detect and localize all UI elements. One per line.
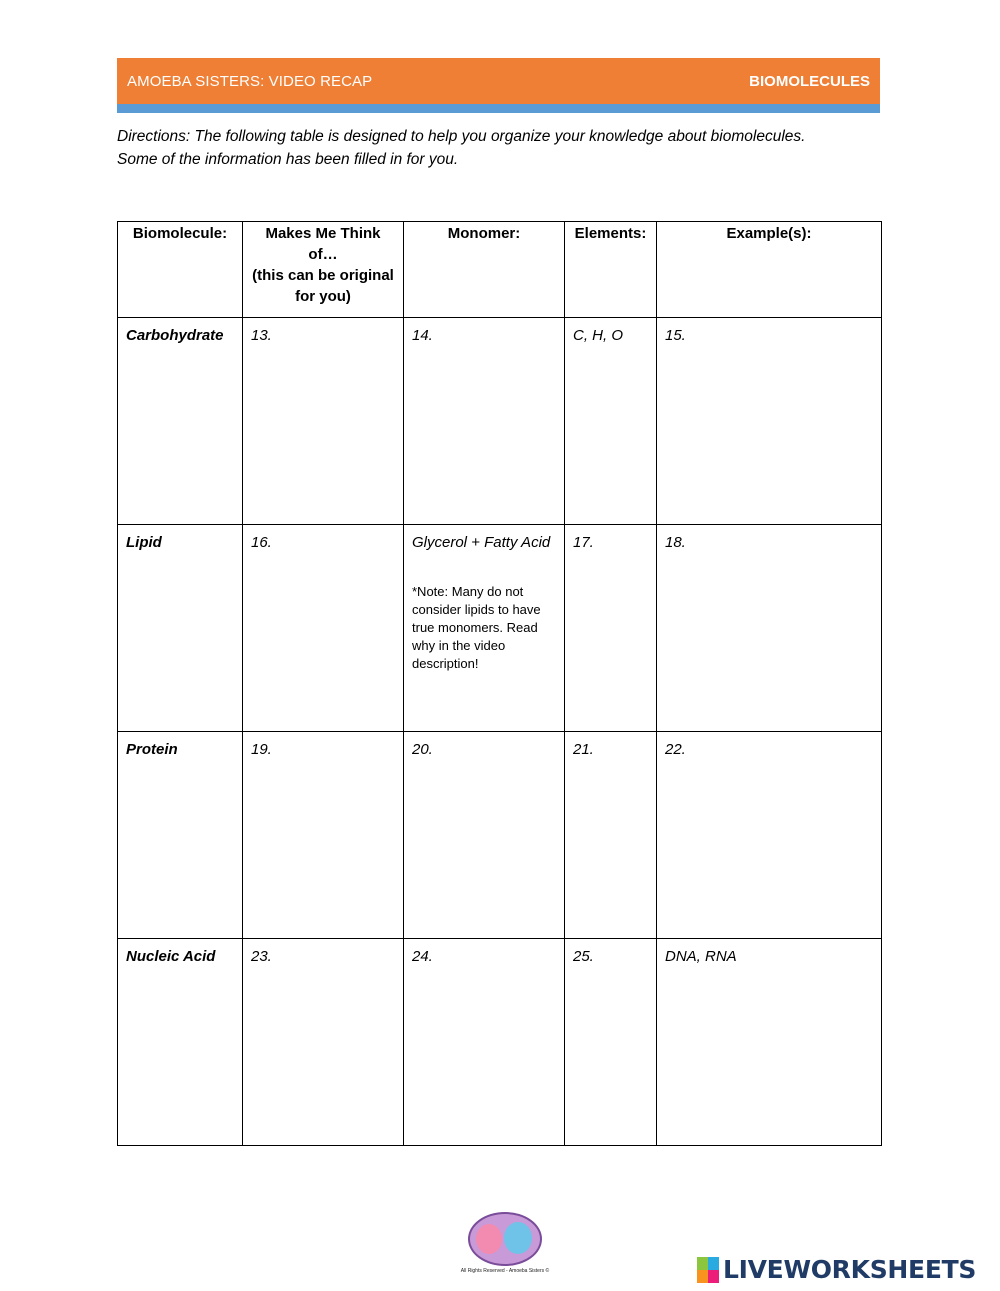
answer-cell-23[interactable]: 23.	[243, 939, 404, 1146]
answer-cell-16[interactable]: 16.	[243, 525, 404, 732]
answer-cell-20[interactable]: 20.	[404, 732, 565, 939]
amoeba-sisters-logo-icon	[468, 1212, 542, 1266]
liveworksheets-brand-text: LIVEWORKSHEETS	[723, 1255, 977, 1284]
answer-cell-18[interactable]: 18.	[657, 525, 882, 732]
logo-caption: All Rights Reserved - Amoeba Sisters ©	[460, 1268, 550, 1274]
directions-text	[117, 125, 887, 171]
row-label-protein: Protein	[118, 732, 243, 939]
header-elements: Elements:	[565, 222, 657, 318]
header-biomolecule: Biomolecule:	[118, 222, 243, 318]
directions-line-2: Some of the information has been filled in for you.	[117, 151, 459, 168]
header-stripe	[117, 104, 880, 113]
answer-cell-21[interactable]: 21.	[565, 732, 657, 939]
answer-cell-24[interactable]: 24.	[404, 939, 565, 1146]
header-makes-me-think-title: Makes Me Think of…	[265, 225, 381, 263]
elements-cell-carbohydrate: C, H, O	[565, 318, 657, 525]
header-examples: Example(s):	[657, 222, 882, 318]
row-label-carbohydrate: Carbohydrate	[118, 318, 243, 525]
answer-cell-15[interactable]: 15.	[657, 318, 882, 525]
table-header-row	[118, 222, 882, 318]
header-makes-me-think-subtitle: (this can be original for you)	[252, 267, 394, 305]
header-bar	[117, 58, 880, 104]
answer-cell-13[interactable]: 13.	[243, 318, 404, 525]
table-row	[118, 939, 882, 1146]
monomer-lipid-text: Glycerol + Fatty Acid	[412, 534, 551, 551]
header-left-title: AMOEBA SISTERS: VIDEO RECAP	[127, 72, 373, 90]
table-row	[118, 525, 882, 732]
liveworksheets-brand	[697, 1255, 976, 1284]
header-right-title: BIOMOLECULES	[749, 72, 870, 90]
liveworksheets-logo-icon	[697, 1257, 719, 1283]
monomer-cell-lipid	[404, 525, 565, 732]
answer-cell-19[interactable]: 19.	[243, 732, 404, 939]
amoeba-sisters-logo	[455, 1212, 555, 1274]
header-makes-me-think	[243, 222, 404, 318]
table-row	[118, 318, 882, 525]
directions-line-1: Directions: The following table is designed to help you organize your knowledge about biomolecules.	[117, 128, 806, 145]
row-label-nucleic-acid: Nucleic Acid	[118, 939, 243, 1146]
answer-cell-22[interactable]: 22.	[657, 732, 882, 939]
monomer-lipid-note: *Note: Many do not consider lipids to have true monomers. Read why in the video description!	[412, 584, 541, 671]
answer-cell-17[interactable]: 17.	[565, 525, 657, 732]
table-row	[118, 732, 882, 939]
answer-cell-25[interactable]: 25.	[565, 939, 657, 1146]
header-monomer: Monomer:	[404, 222, 565, 318]
biomolecules-table	[117, 221, 882, 1146]
row-label-lipid: Lipid	[118, 525, 243, 732]
answer-cell-14[interactable]: 14.	[404, 318, 565, 525]
examples-cell-nucleic-acid: DNA, RNA	[657, 939, 882, 1146]
